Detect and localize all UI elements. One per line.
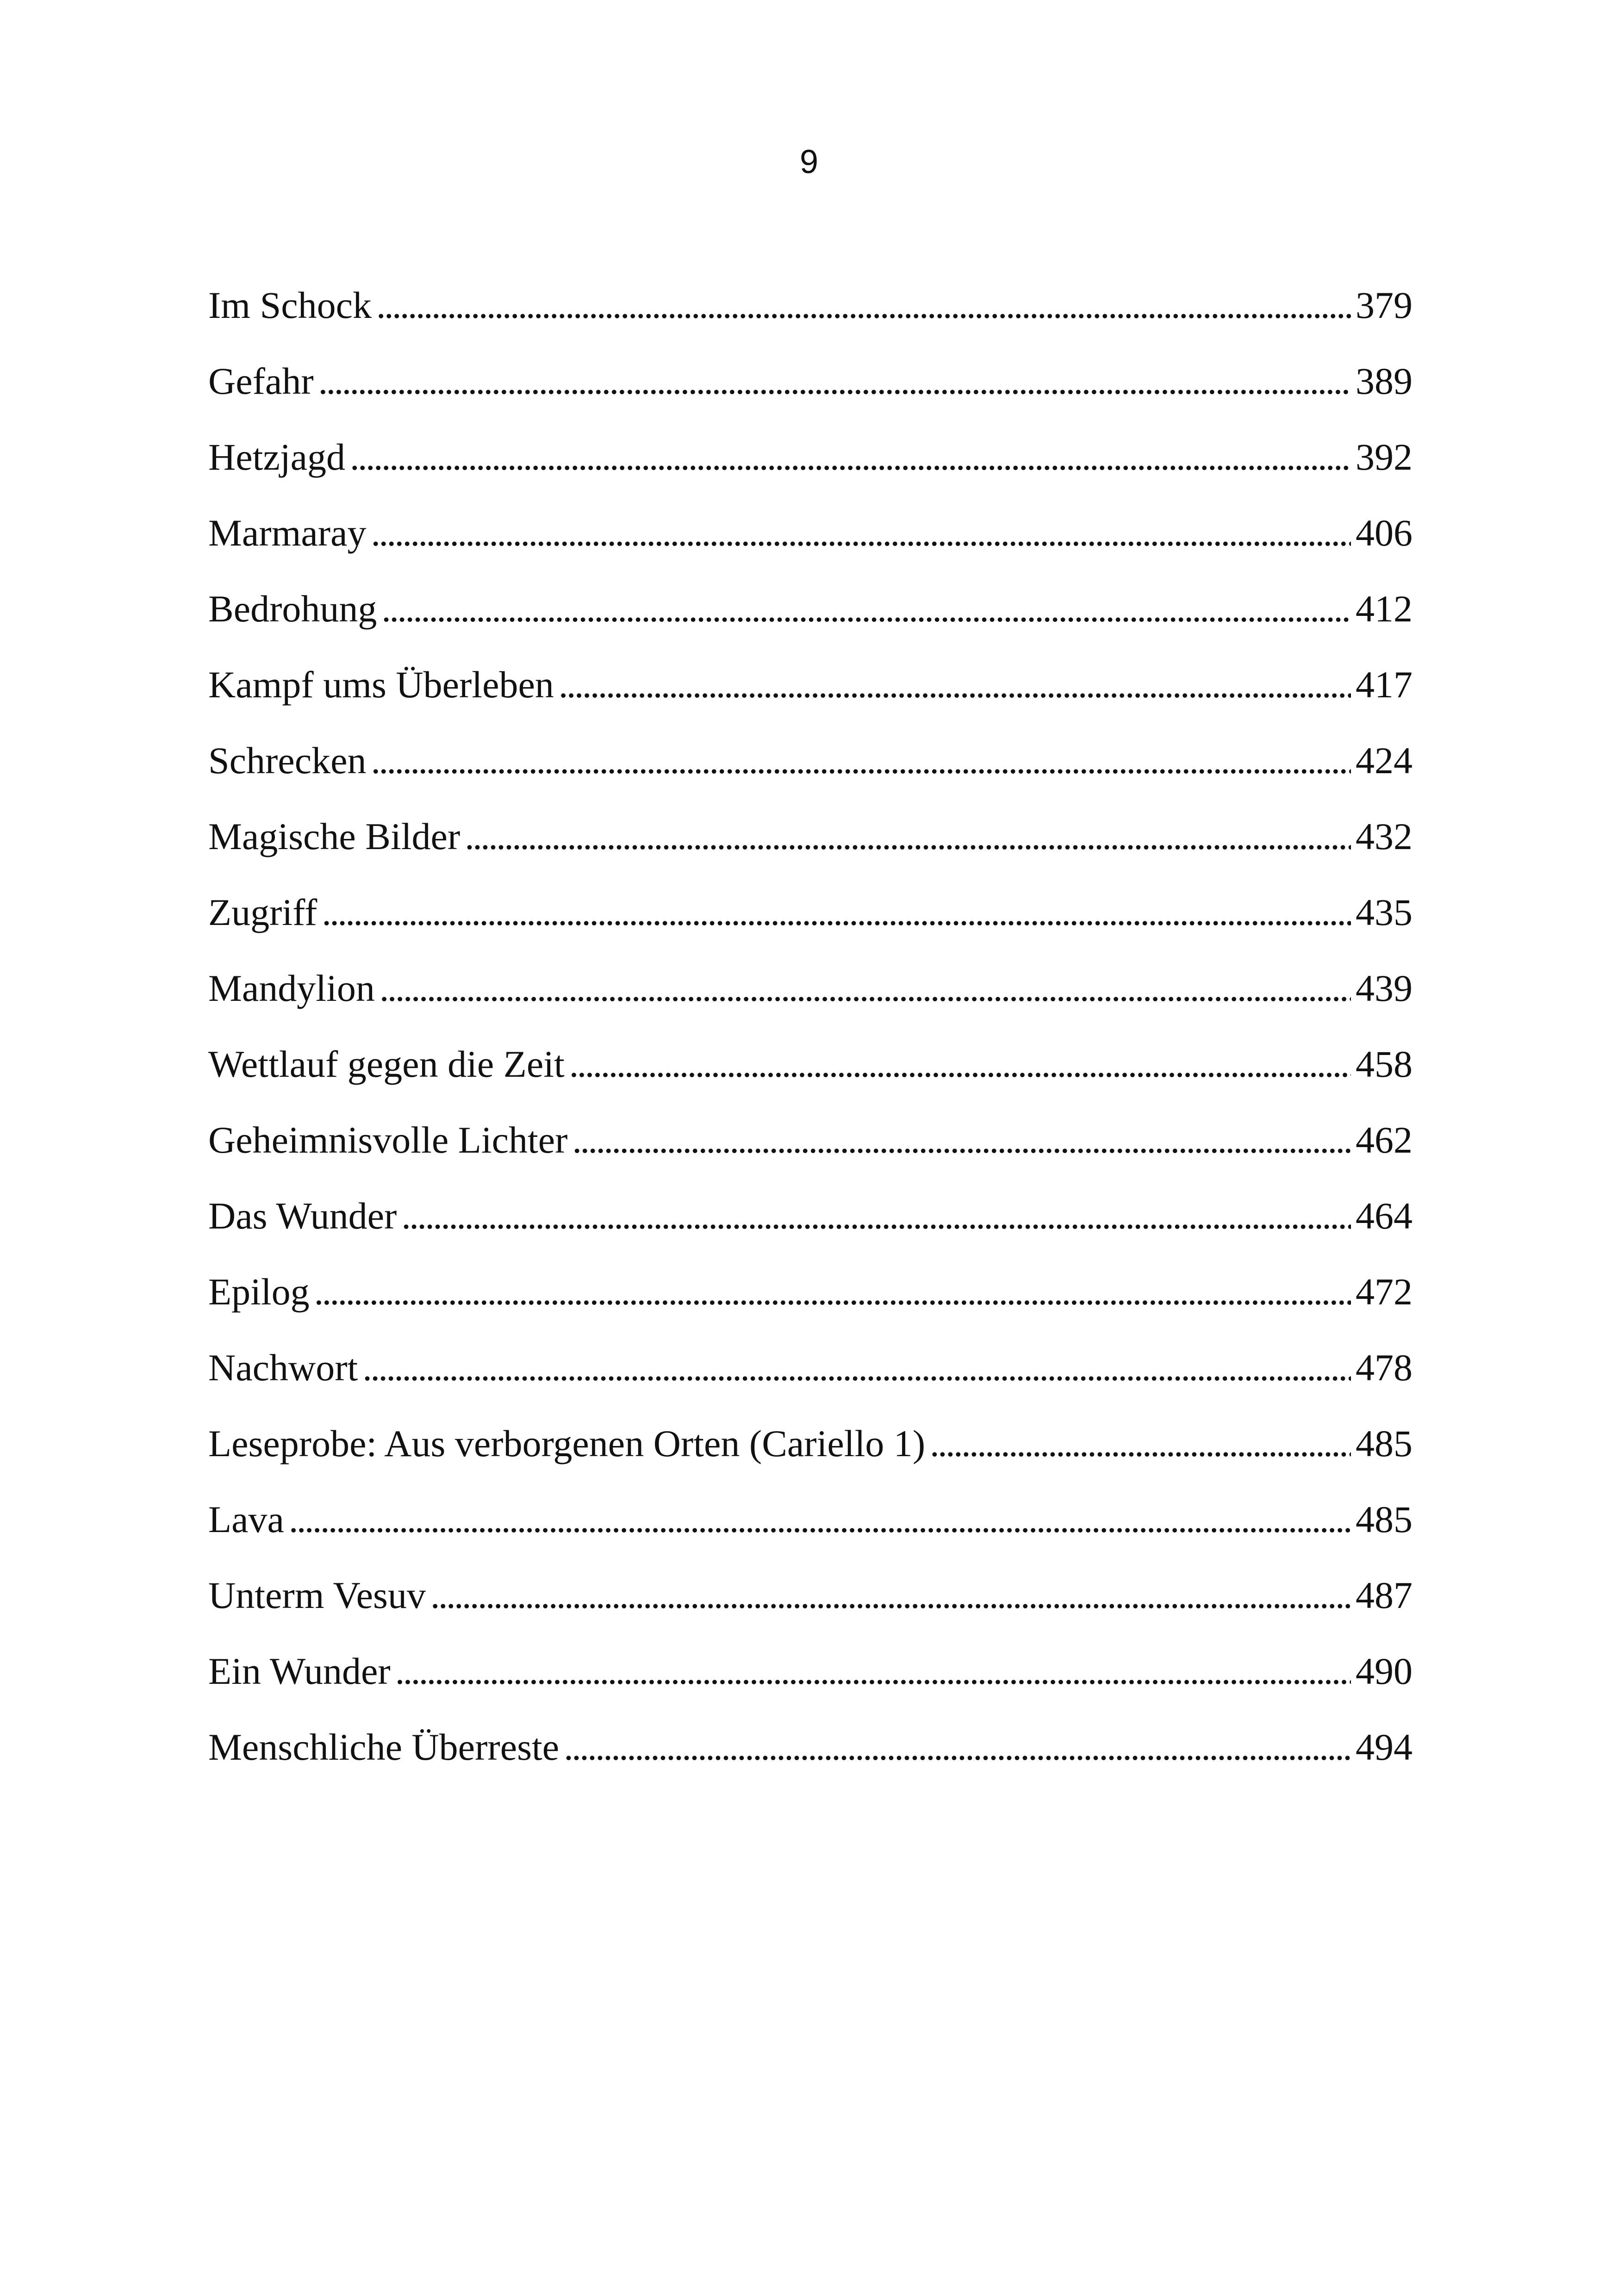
toc-entry-page: 458 <box>1356 1043 1413 1085</box>
toc-entry-page: 487 <box>1356 1574 1413 1616</box>
toc-entry-title: Zugriff <box>208 891 317 933</box>
toc-dot-leader <box>350 429 1351 485</box>
toc-dot-leader <box>930 1416 1351 1471</box>
toc-entry-page: 472 <box>1356 1271 1413 1313</box>
toc-dot-leader <box>465 809 1351 864</box>
toc-entry-title: Ein Wunder <box>208 1650 391 1692</box>
toc-entry[interactable] <box>208 961 1413 1036</box>
toc-dot-leader <box>371 505 1351 561</box>
toc-entry[interactable] <box>208 1719 1413 1795</box>
toc-dot-leader <box>430 1568 1351 1623</box>
toc-entry-page: 478 <box>1356 1347 1413 1389</box>
toc-entry-title: Unterm Vesuv <box>208 1574 426 1616</box>
toc-entry[interactable] <box>208 1416 1413 1492</box>
toc-dot-leader <box>314 1264 1351 1320</box>
toc-entry[interactable] <box>208 1188 1413 1264</box>
toc-entry-title: Nachwort <box>208 1347 358 1389</box>
toc-dot-leader <box>559 657 1351 713</box>
toc-entry-title: Epilog <box>208 1271 310 1313</box>
table-of-contents <box>208 278 1413 1795</box>
toc-entry-title: Marmaray <box>208 512 367 554</box>
toc-entry[interactable] <box>208 278 1413 354</box>
toc-entry[interactable] <box>208 581 1413 657</box>
toc-entry[interactable] <box>208 354 1413 429</box>
toc-entry-page: 392 <box>1356 436 1413 478</box>
toc-dot-leader <box>380 961 1351 1016</box>
toc-entry-page: 494 <box>1356 1726 1413 1768</box>
toc-entry[interactable] <box>208 1644 1413 1719</box>
toc-entry-page: 485 <box>1356 1422 1413 1464</box>
toc-dot-leader <box>401 1188 1351 1244</box>
toc-dot-leader <box>371 733 1351 788</box>
toc-entry-page: 379 <box>1356 284 1413 326</box>
toc-dot-leader <box>564 1719 1351 1775</box>
toc-entry-page: 490 <box>1356 1650 1413 1692</box>
toc-entry-page: 417 <box>1356 664 1413 706</box>
toc-entry-title: Das Wunder <box>208 1195 397 1237</box>
toc-entry[interactable] <box>208 429 1413 505</box>
toc-entry-page: 406 <box>1356 512 1413 554</box>
toc-entry-title: Gefahr <box>208 360 314 402</box>
toc-entry-title: Hetzjagd <box>208 436 345 478</box>
toc-entry-title: Kampf ums Überleben <box>208 664 554 706</box>
toc-entry-title: Lava <box>208 1498 284 1540</box>
toc-entry[interactable] <box>208 1264 1413 1340</box>
toc-entry[interactable] <box>208 809 1413 885</box>
toc-dot-leader <box>322 885 1351 940</box>
toc-entry-page: 424 <box>1356 739 1413 782</box>
toc-entry-page: 435 <box>1356 891 1413 933</box>
toc-entry-page: 464 <box>1356 1195 1413 1237</box>
toc-entry-page: 462 <box>1356 1119 1413 1161</box>
toc-entry[interactable] <box>208 1568 1413 1644</box>
toc-entry[interactable] <box>208 1492 1413 1568</box>
toc-dot-leader <box>318 354 1351 409</box>
toc-entry[interactable] <box>208 505 1413 581</box>
toc-dot-leader <box>376 278 1351 333</box>
toc-entry-page: 485 <box>1356 1498 1413 1540</box>
toc-entry-title: Im Schock <box>208 284 372 326</box>
toc-entry-title: Mandylion <box>208 967 375 1009</box>
toc-dot-leader <box>381 581 1351 637</box>
toc-entry-title: Leseprobe: Aus verborgenen Orten (Cariello 1) <box>208 1422 926 1464</box>
toc-entry-title: Magische Bilder <box>208 815 461 857</box>
toc-entry-page: 389 <box>1356 360 1413 402</box>
toc-entry-title: Bedrohung <box>208 588 377 630</box>
toc-entry-title: Wettlauf gegen die Zeit <box>208 1043 565 1085</box>
toc-entry[interactable] <box>208 885 1413 961</box>
page-number: 9 <box>799 143 819 180</box>
toc-entry[interactable] <box>208 657 1413 733</box>
toc-dot-leader <box>572 1112 1351 1168</box>
toc-entry[interactable] <box>208 1340 1413 1416</box>
toc-entry[interactable] <box>208 1036 1413 1112</box>
toc-entry-page: 439 <box>1356 967 1413 1009</box>
toc-entry-page: 432 <box>1356 815 1413 857</box>
toc-entry-page: 412 <box>1356 588 1413 630</box>
toc-entry-title: Geheimnisvolle Lichter <box>208 1119 568 1161</box>
toc-entry[interactable] <box>208 1112 1413 1188</box>
toc-entry-title: Schrecken <box>208 739 367 782</box>
toc-dot-leader <box>395 1644 1351 1699</box>
toc-entry[interactable] <box>208 733 1413 809</box>
toc-dot-leader <box>362 1340 1351 1396</box>
toc-entry-title: Menschliche Überreste <box>208 1726 560 1768</box>
toc-dot-leader <box>289 1492 1351 1547</box>
toc-dot-leader <box>569 1036 1351 1092</box>
